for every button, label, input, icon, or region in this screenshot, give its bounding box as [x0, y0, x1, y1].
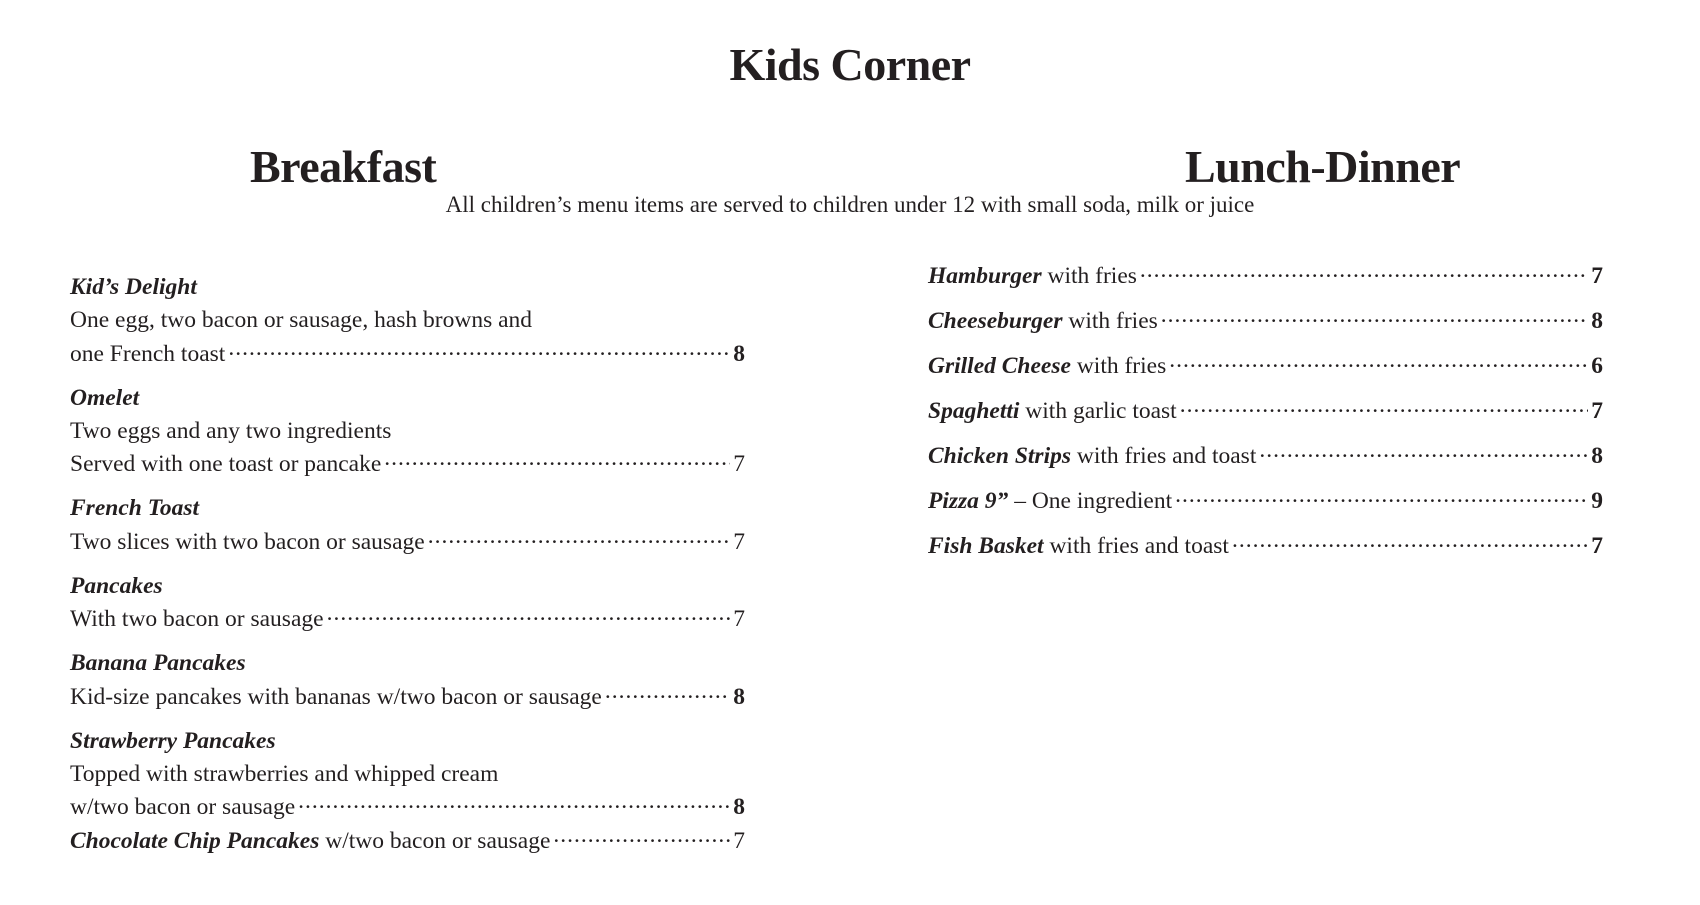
dot-leader — [1140, 259, 1588, 283]
breakfast-list — [70, 271, 745, 869]
dot-leader — [298, 791, 730, 815]
menu-item-spaghetti — [928, 394, 1603, 428]
menu-item-french-toast — [70, 492, 745, 559]
item-name: Fish Basket — [928, 532, 1044, 559]
dot-leader — [228, 337, 730, 361]
item-price-line — [70, 337, 745, 371]
item-price: 7 — [733, 606, 745, 632]
item-description: One egg, two bacon or sausage, hash browns and — [70, 307, 533, 333]
item-name: Kid’s Delight — [70, 274, 197, 300]
item-price: 7 — [733, 827, 745, 854]
menu-item-fish-basket — [928, 529, 1603, 563]
menu-item-banana-pancakes — [70, 647, 745, 714]
item-description: With two bacon or sausage — [70, 606, 324, 632]
item-price: 7 — [1591, 262, 1603, 289]
item-name: Cheeseburger — [928, 307, 1063, 334]
item-price: 8 — [733, 794, 745, 820]
item-price-line — [70, 824, 745, 858]
item-name: Grilled Cheese — [928, 352, 1071, 379]
menu-item-hamburger — [928, 259, 1603, 293]
menu-note: All children’s menu items are served to children under 12 with small soda, milk or juice — [445, 192, 1255, 217]
dot-leader — [605, 680, 730, 704]
item-description: with fries and toast — [1049, 532, 1229, 559]
lunch-dinner-heading: Lunch-Dinner — [1185, 141, 1461, 192]
item-price: 7 — [1591, 532, 1603, 559]
dot-leader — [384, 448, 730, 472]
breakfast-heading: Breakfast — [250, 141, 437, 192]
item-description: w/two bacon or sausage — [70, 794, 296, 820]
item-name: Omelet — [70, 384, 140, 411]
menu-item-grilled-cheese — [928, 349, 1603, 383]
item-description: Two eggs and any two ingredients — [70, 417, 392, 444]
item-price-line — [70, 448, 745, 482]
item-description: Kid-size pancakes with bananas w/two bacon or sausage — [70, 683, 602, 710]
dot-leader — [327, 603, 731, 627]
item-name: Banana Pancakes — [70, 650, 246, 676]
item-description: with garlic toast — [1025, 397, 1177, 424]
dot-leader — [1180, 394, 1589, 418]
item-description: one French toast — [70, 340, 226, 367]
menu-item-omelet — [70, 382, 745, 482]
item-name: Chicken Strips — [928, 442, 1071, 469]
dot-leader — [1232, 529, 1588, 553]
item-name: Strawberry Pancakes — [70, 727, 276, 754]
menu-item-strawberry-pancakes — [70, 725, 745, 825]
page-title: Kids Corner — [729, 39, 971, 90]
item-price-line — [70, 791, 745, 825]
item-price: 8 — [1591, 442, 1603, 469]
lunch-dinner-list — [928, 259, 1603, 574]
item-name: French Toast — [70, 495, 200, 521]
item-description: – One ingredient — [1014, 487, 1173, 514]
item-price: 7 — [1591, 397, 1603, 424]
dot-leader — [1161, 304, 1588, 328]
item-name: Pancakes — [70, 572, 163, 599]
item-name: Hamburger — [928, 262, 1042, 289]
dot-leader — [428, 525, 731, 549]
item-description: Topped with strawberries and whipped cream — [70, 760, 499, 787]
item-name: Chocolate Chip Pancakes — [70, 827, 320, 854]
menu-item-chocolate-chip-pancakes — [70, 824, 745, 858]
item-description: with fries — [1047, 262, 1137, 289]
item-name: Pizza 9” — [928, 487, 1009, 514]
item-description: Two slices with two bacon or sausage — [70, 528, 425, 555]
item-price: 9 — [1591, 487, 1603, 514]
dot-leader — [1259, 439, 1588, 463]
item-price: 8 — [733, 683, 745, 710]
item-description: with fries — [1068, 307, 1158, 334]
item-price: 8 — [1591, 307, 1603, 334]
item-price-line — [70, 603, 745, 637]
item-description: with fries and toast — [1076, 442, 1257, 469]
menu-item-pancakes — [70, 570, 745, 637]
item-price: 8 — [733, 340, 745, 367]
menu-item-chicken-strips — [928, 439, 1603, 473]
item-price-line — [70, 680, 745, 714]
item-price: 7 — [733, 451, 745, 477]
item-name: Spaghetti — [928, 397, 1020, 424]
item-price-line — [70, 525, 745, 559]
item-price: 7 — [733, 528, 745, 555]
menu-item-kids-delight — [70, 271, 745, 371]
menu-item-cheeseburger — [928, 304, 1603, 338]
item-description: Served with one toast or pancake — [70, 451, 382, 477]
item-description: w/two bacon or sausage — [325, 827, 551, 854]
menu-item-pizza — [928, 484, 1603, 518]
item-price: 6 — [1591, 352, 1603, 379]
dot-leader — [1169, 349, 1588, 373]
dot-leader — [553, 824, 730, 848]
dot-leader — [1175, 484, 1588, 508]
item-description: with fries — [1076, 352, 1167, 379]
